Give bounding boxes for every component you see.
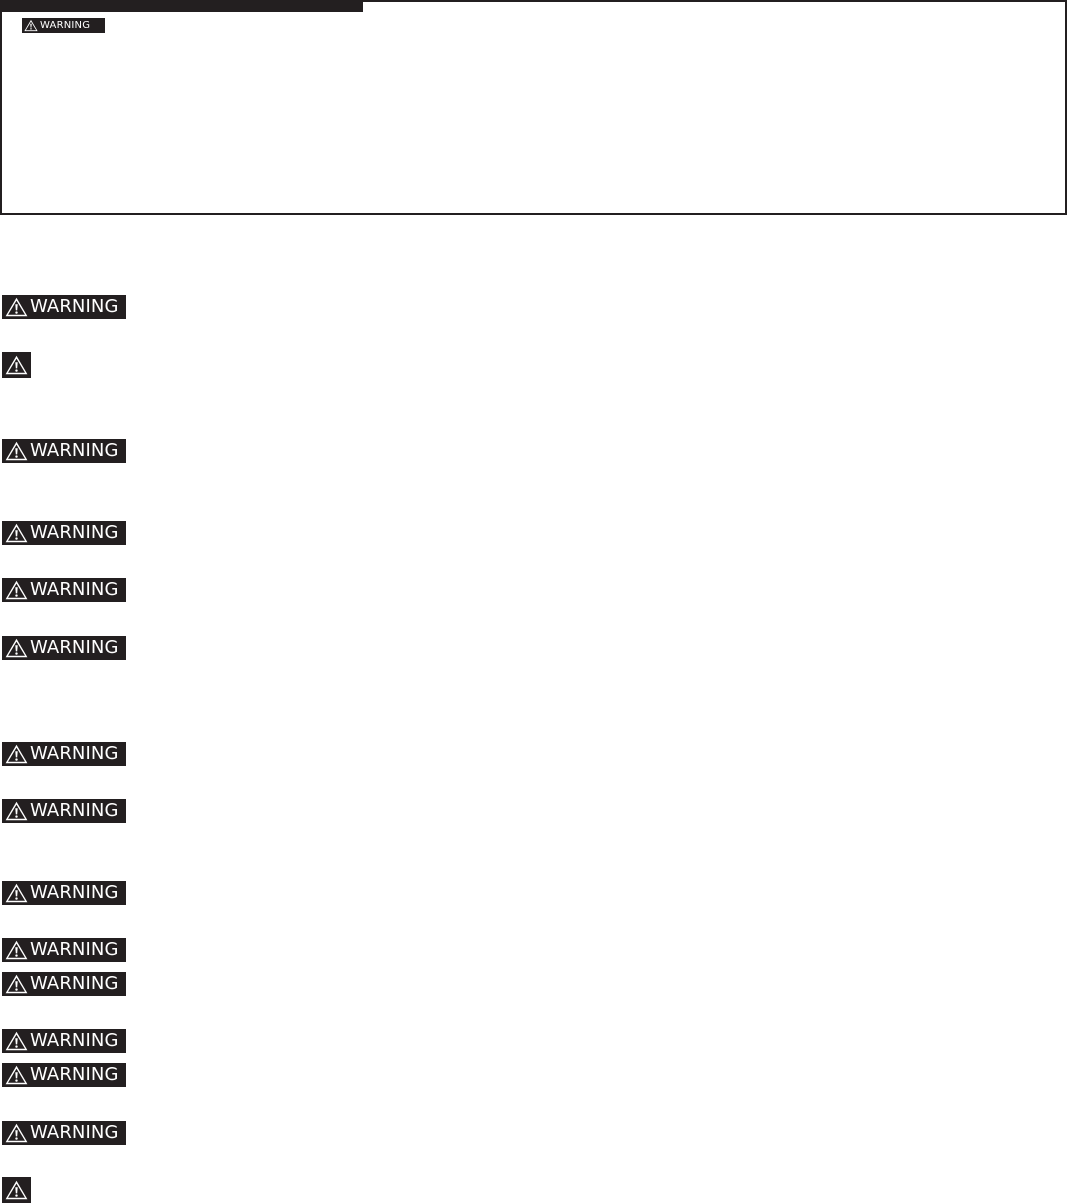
warning-triangle-icon xyxy=(5,974,28,994)
warning-label: WARNING xyxy=(30,743,119,764)
warning-triangle-icon xyxy=(5,744,28,764)
top-header-bar xyxy=(2,2,363,12)
warning-triangle-icon xyxy=(5,638,28,658)
alert-symbol xyxy=(2,1177,31,1203)
warning-triangle-icon xyxy=(5,1123,28,1143)
warning-label: WARNING xyxy=(30,522,119,543)
warning-triangle-icon xyxy=(5,801,28,821)
alert-symbol xyxy=(2,352,31,378)
warning-triangle-icon xyxy=(24,19,38,32)
warning-label: WARNING xyxy=(30,1030,119,1051)
warning-triangle-icon xyxy=(5,580,28,600)
warning-badge xyxy=(2,1121,126,1145)
warning-triangle-icon xyxy=(5,441,28,461)
warning-badge xyxy=(2,1029,126,1053)
warning-triangle-icon xyxy=(5,355,28,375)
warning-label: WARNING xyxy=(30,800,119,821)
warning-triangle-icon xyxy=(5,297,28,317)
warning-badge xyxy=(2,938,126,962)
warning-triangle-icon xyxy=(5,1180,28,1200)
warning-label: WARNING xyxy=(30,882,119,903)
warning-label: WARNING xyxy=(30,1064,119,1085)
warning-badge xyxy=(2,742,126,766)
warning-badge xyxy=(2,1063,126,1087)
warning-badge xyxy=(2,578,126,602)
warning-badge xyxy=(2,799,126,823)
warning-triangle-icon xyxy=(5,940,28,960)
top-warning-box xyxy=(0,0,1067,215)
warning-label: WARNING xyxy=(30,579,119,600)
warning-badge xyxy=(2,295,126,319)
warning-label: WARNING xyxy=(30,973,119,994)
warning-triangle-icon xyxy=(5,1065,28,1085)
warning-badge xyxy=(2,521,126,545)
warning-triangle-icon xyxy=(5,883,28,903)
warning-badge xyxy=(2,881,126,905)
warning-label: WARNING xyxy=(30,1122,119,1143)
warning-triangle-icon xyxy=(5,1031,28,1051)
warning-badge xyxy=(2,972,126,996)
warning-badge xyxy=(2,439,126,463)
warning-label: WARNING xyxy=(30,296,119,317)
warning-badge xyxy=(2,636,126,660)
warning-label: WARNING xyxy=(30,637,119,658)
top-warning-label: WARNING xyxy=(40,20,91,31)
warning-label: WARNING xyxy=(30,939,119,960)
warning-triangle-icon xyxy=(5,523,28,543)
warning-label: WARNING xyxy=(30,440,119,461)
top-warning-badge xyxy=(22,18,105,33)
